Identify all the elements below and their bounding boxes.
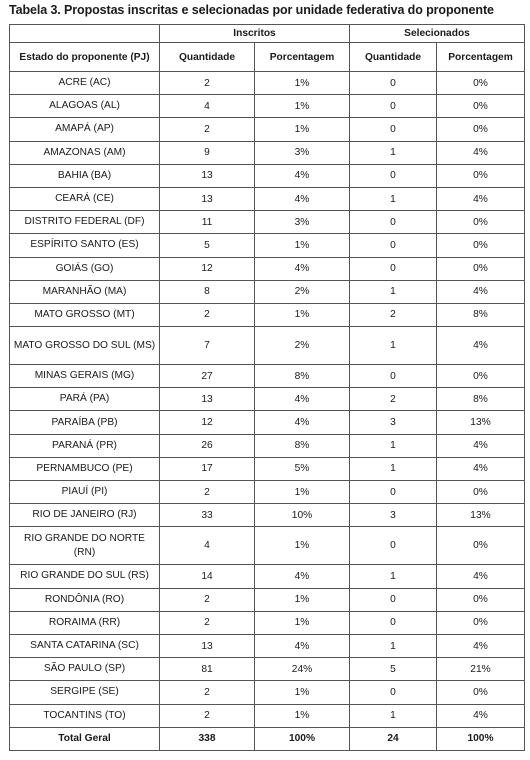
cell-estado: RONDÔNIA (RO) bbox=[10, 588, 160, 611]
cell-selecionados-porcentagem: 0% bbox=[437, 118, 525, 141]
cell-estado: MATO GROSSO (MT) bbox=[10, 303, 160, 326]
table-row bbox=[10, 411, 525, 434]
cell-selecionados-quantidade: 0 bbox=[350, 365, 437, 388]
cell-selecionados-quantidade: 0 bbox=[350, 95, 437, 118]
cell-selecionados-porcentagem: 0% bbox=[437, 588, 525, 611]
cell-selecionados-porcentagem: 0% bbox=[437, 481, 525, 504]
cell-selecionados-quantidade: 1 bbox=[350, 187, 437, 210]
cell-selecionados-porcentagem: 4% bbox=[437, 280, 525, 303]
cell-selecionados-quantidade: 1 bbox=[350, 634, 437, 657]
proposals-table bbox=[9, 24, 525, 751]
cell-inscritos-quantidade: 33 bbox=[160, 504, 255, 527]
cell-estado: ACRE (AC) bbox=[10, 72, 160, 95]
cell-selecionados-quantidade: 1 bbox=[350, 457, 437, 480]
cell-selecionados-porcentagem: 4% bbox=[437, 434, 525, 457]
cell-inscritos-quantidade: 13 bbox=[160, 187, 255, 210]
cell-inscritos-porcentagem: 1% bbox=[255, 303, 350, 326]
cell-selecionados-quantidade: 1 bbox=[350, 704, 437, 727]
cell-inscritos-quantidade: 26 bbox=[160, 434, 255, 457]
cell-selecionados-porcentagem: 4% bbox=[437, 187, 525, 210]
cell-inscritos-quantidade: 2 bbox=[160, 611, 255, 634]
cell-selecionados-quantidade: 0 bbox=[350, 164, 437, 187]
cell-estado: ESPÍRITO SANTO (ES) bbox=[10, 234, 160, 257]
cell-selecionados-porcentagem: 8% bbox=[437, 303, 525, 326]
cell-estado: PARAÍBA (PB) bbox=[10, 411, 160, 434]
cell-inscritos-quantidade: 27 bbox=[160, 365, 255, 388]
table-row bbox=[10, 234, 525, 257]
table-row bbox=[10, 280, 525, 303]
header-quantidade-inscritos: Quantidade bbox=[160, 43, 255, 72]
table-row bbox=[10, 504, 525, 527]
cell-inscritos-quantidade: 14 bbox=[160, 565, 255, 588]
cell-inscritos-porcentagem: 2% bbox=[255, 327, 350, 365]
cell-selecionados-porcentagem: 0% bbox=[437, 527, 525, 565]
cell-estado: CEARÁ (CE) bbox=[10, 187, 160, 210]
cell-selecionados-porcentagem: 8% bbox=[437, 388, 525, 411]
cell-inscritos-porcentagem: 1% bbox=[255, 704, 350, 727]
cell-selecionados-quantidade: 0 bbox=[350, 257, 437, 280]
cell-selecionados-quantidade: 1 bbox=[350, 141, 437, 164]
total-inscritos-quantidade: 338 bbox=[160, 727, 255, 750]
cell-selecionados-quantidade: 0 bbox=[350, 611, 437, 634]
cell-inscritos-porcentagem: 4% bbox=[255, 257, 350, 280]
cell-estado: ALAGOAS (AL) bbox=[10, 95, 160, 118]
cell-estado: PERNAMBUCO (PE) bbox=[10, 457, 160, 480]
cell-selecionados-porcentagem: 0% bbox=[437, 211, 525, 234]
table-row bbox=[10, 658, 525, 681]
cell-inscritos-porcentagem: 4% bbox=[255, 388, 350, 411]
cell-selecionados-quantidade: 3 bbox=[350, 411, 437, 434]
cell-selecionados-porcentagem: 0% bbox=[437, 164, 525, 187]
cell-selecionados-porcentagem: 4% bbox=[437, 327, 525, 365]
header-porcentagem-selecionados: Porcentagem bbox=[437, 43, 525, 72]
header-blank bbox=[10, 25, 160, 43]
cell-estado: BAHIA (BA) bbox=[10, 164, 160, 187]
cell-inscritos-quantidade: 81 bbox=[160, 658, 255, 681]
cell-inscritos-porcentagem: 8% bbox=[255, 434, 350, 457]
cell-inscritos-porcentagem: 4% bbox=[255, 411, 350, 434]
header-porcentagem-inscritos: Porcentagem bbox=[255, 43, 350, 72]
cell-selecionados-porcentagem: 4% bbox=[437, 704, 525, 727]
cell-estado: PARANÁ (PR) bbox=[10, 434, 160, 457]
cell-inscritos-quantidade: 2 bbox=[160, 118, 255, 141]
cell-inscritos-quantidade: 13 bbox=[160, 634, 255, 657]
cell-selecionados-porcentagem: 13% bbox=[437, 504, 525, 527]
header-estado: Estado do proponente (PJ) bbox=[10, 43, 160, 72]
table-row bbox=[10, 588, 525, 611]
cell-inscritos-porcentagem: 4% bbox=[255, 187, 350, 210]
table-row bbox=[10, 457, 525, 480]
total-label: Total Geral bbox=[10, 727, 160, 750]
cell-inscritos-quantidade: 4 bbox=[160, 527, 255, 565]
cell-estado: RIO DE JANEIRO (RJ) bbox=[10, 504, 160, 527]
cell-estado: MINAS GERAIS (MG) bbox=[10, 365, 160, 388]
cell-selecionados-porcentagem: 0% bbox=[437, 95, 525, 118]
cell-estado: PIAUÍ (PI) bbox=[10, 481, 160, 504]
cell-selecionados-porcentagem: 21% bbox=[437, 658, 525, 681]
cell-estado: RORAIMA (RR) bbox=[10, 611, 160, 634]
table-row bbox=[10, 118, 525, 141]
cell-selecionados-quantidade: 3 bbox=[350, 504, 437, 527]
cell-inscritos-quantidade: 13 bbox=[160, 164, 255, 187]
table-row bbox=[10, 565, 525, 588]
cell-selecionados-quantidade: 0 bbox=[350, 234, 437, 257]
table-row bbox=[10, 303, 525, 326]
cell-selecionados-quantidade: 1 bbox=[350, 434, 437, 457]
cell-inscritos-porcentagem: 1% bbox=[255, 234, 350, 257]
cell-inscritos-porcentagem: 10% bbox=[255, 504, 350, 527]
header-group-row bbox=[10, 25, 525, 43]
cell-selecionados-quantidade: 0 bbox=[350, 588, 437, 611]
cell-selecionados-quantidade: 0 bbox=[350, 211, 437, 234]
cell-selecionados-porcentagem: 0% bbox=[437, 72, 525, 95]
cell-estado: TOCANTINS (TO) bbox=[10, 704, 160, 727]
table-row bbox=[10, 365, 525, 388]
cell-estado: AMAPÁ (AP) bbox=[10, 118, 160, 141]
table-title: Tabela 3. Propostas inscritas e selecionadas por unidade federativa do proponente bbox=[9, 3, 494, 17]
table-row bbox=[10, 211, 525, 234]
cell-inscritos-porcentagem: 4% bbox=[255, 164, 350, 187]
cell-inscritos-porcentagem: 1% bbox=[255, 118, 350, 141]
cell-selecionados-quantidade: 0 bbox=[350, 527, 437, 565]
cell-inscritos-quantidade: 8 bbox=[160, 280, 255, 303]
header-column-row bbox=[10, 43, 525, 72]
cell-selecionados-quantidade: 1 bbox=[350, 565, 437, 588]
cell-estado: PARÁ (PA) bbox=[10, 388, 160, 411]
cell-inscritos-porcentagem: 8% bbox=[255, 365, 350, 388]
cell-selecionados-porcentagem: 4% bbox=[437, 565, 525, 588]
table-row bbox=[10, 95, 525, 118]
cell-inscritos-porcentagem: 4% bbox=[255, 634, 350, 657]
table-row bbox=[10, 434, 525, 457]
table-body bbox=[10, 72, 525, 751]
cell-inscritos-quantidade: 17 bbox=[160, 457, 255, 480]
table-row bbox=[10, 481, 525, 504]
total-inscritos-porcentagem: 100% bbox=[255, 727, 350, 750]
cell-inscritos-porcentagem: 1% bbox=[255, 95, 350, 118]
cell-estado: MATO GROSSO DO SUL (MS) bbox=[10, 327, 160, 365]
cell-selecionados-quantidade: 1 bbox=[350, 280, 437, 303]
cell-selecionados-porcentagem: 4% bbox=[437, 457, 525, 480]
cell-selecionados-quantidade: 0 bbox=[350, 118, 437, 141]
cell-inscritos-quantidade: 2 bbox=[160, 303, 255, 326]
table-row bbox=[10, 257, 525, 280]
total-row bbox=[10, 727, 525, 750]
cell-inscritos-quantidade: 2 bbox=[160, 72, 255, 95]
cell-selecionados-quantidade: 2 bbox=[350, 388, 437, 411]
cell-selecionados-quantidade: 1 bbox=[350, 327, 437, 365]
cell-inscritos-porcentagem: 2% bbox=[255, 280, 350, 303]
table-row bbox=[10, 187, 525, 210]
cell-selecionados-porcentagem: 0% bbox=[437, 611, 525, 634]
table-row bbox=[10, 72, 525, 95]
cell-inscritos-porcentagem: 1% bbox=[255, 588, 350, 611]
table-row bbox=[10, 611, 525, 634]
cell-inscritos-porcentagem: 1% bbox=[255, 481, 350, 504]
cell-inscritos-quantidade: 12 bbox=[160, 411, 255, 434]
cell-selecionados-porcentagem: 0% bbox=[437, 681, 525, 704]
cell-inscritos-porcentagem: 5% bbox=[255, 457, 350, 480]
cell-selecionados-quantidade: 5 bbox=[350, 658, 437, 681]
cell-inscritos-quantidade: 2 bbox=[160, 681, 255, 704]
cell-inscritos-quantidade: 12 bbox=[160, 257, 255, 280]
table-row bbox=[10, 634, 525, 657]
cell-selecionados-porcentagem: 4% bbox=[437, 141, 525, 164]
cell-estado: SÃO PAULO (SP) bbox=[10, 658, 160, 681]
header-group-inscritos: Inscritos bbox=[160, 25, 350, 43]
table-row bbox=[10, 141, 525, 164]
cell-estado: RIO GRANDE DO SUL (RS) bbox=[10, 565, 160, 588]
cell-selecionados-quantidade: 0 bbox=[350, 72, 437, 95]
cell-selecionados-porcentagem: 4% bbox=[437, 634, 525, 657]
cell-selecionados-quantidade: 2 bbox=[350, 303, 437, 326]
cell-estado: SANTA CATARINA (SC) bbox=[10, 634, 160, 657]
header-quantidade-selecionados: Quantidade bbox=[350, 43, 437, 72]
cell-inscritos-quantidade: 13 bbox=[160, 388, 255, 411]
table-row bbox=[10, 527, 525, 565]
cell-estado: SERGIPE (SE) bbox=[10, 681, 160, 704]
cell-inscritos-porcentagem: 3% bbox=[255, 211, 350, 234]
cell-inscritos-porcentagem: 1% bbox=[255, 611, 350, 634]
cell-inscritos-quantidade: 4 bbox=[160, 95, 255, 118]
table-row bbox=[10, 327, 525, 365]
cell-inscritos-quantidade: 2 bbox=[160, 588, 255, 611]
cell-inscritos-porcentagem: 4% bbox=[255, 565, 350, 588]
cell-estado: RIO GRANDE DO NORTE (RN) bbox=[10, 527, 160, 565]
cell-inscritos-porcentagem: 3% bbox=[255, 141, 350, 164]
cell-inscritos-porcentagem: 1% bbox=[255, 527, 350, 565]
cell-selecionados-quantidade: 0 bbox=[350, 681, 437, 704]
table-row bbox=[10, 388, 525, 411]
cell-inscritos-porcentagem: 1% bbox=[255, 681, 350, 704]
table-row bbox=[10, 681, 525, 704]
cell-estado: AMAZONAS (AM) bbox=[10, 141, 160, 164]
cell-inscritos-quantidade: 11 bbox=[160, 211, 255, 234]
table-row bbox=[10, 164, 525, 187]
total-selecionados-quantidade: 24 bbox=[350, 727, 437, 750]
cell-selecionados-porcentagem: 13% bbox=[437, 411, 525, 434]
table-row bbox=[10, 704, 525, 727]
cell-inscritos-porcentagem: 1% bbox=[255, 72, 350, 95]
cell-estado: MARANHÃO (MA) bbox=[10, 280, 160, 303]
cell-inscritos-porcentagem: 24% bbox=[255, 658, 350, 681]
cell-estado: GOIÁS (GO) bbox=[10, 257, 160, 280]
cell-selecionados-porcentagem: 0% bbox=[437, 257, 525, 280]
cell-inscritos-quantidade: 2 bbox=[160, 704, 255, 727]
cell-inscritos-quantidade: 7 bbox=[160, 327, 255, 365]
cell-selecionados-porcentagem: 0% bbox=[437, 365, 525, 388]
cell-estado: DISTRITO FEDERAL (DF) bbox=[10, 211, 160, 234]
cell-inscritos-quantidade: 9 bbox=[160, 141, 255, 164]
cell-selecionados-quantidade: 0 bbox=[350, 481, 437, 504]
cell-selecionados-porcentagem: 0% bbox=[437, 234, 525, 257]
cell-inscritos-quantidade: 2 bbox=[160, 481, 255, 504]
cell-inscritos-quantidade: 5 bbox=[160, 234, 255, 257]
total-selecionados-porcentagem: 100% bbox=[437, 727, 525, 750]
header-group-selecionados: Selecionados bbox=[350, 25, 525, 43]
